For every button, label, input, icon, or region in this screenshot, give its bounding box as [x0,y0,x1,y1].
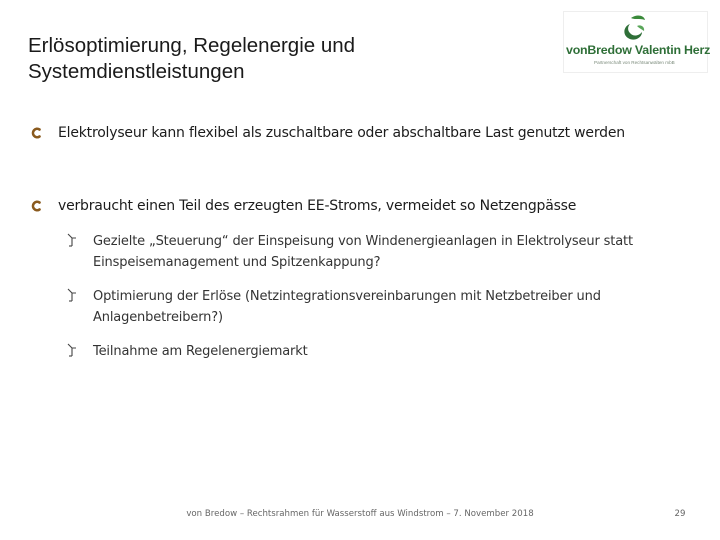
slide-title-line-2: Systemdienstleistungen [28,60,245,83]
slide-title-line-1: Erlösoptimierung, Regelenergie und [28,34,356,57]
sub-bullet-line-1: Gezielte „Steuerung“ der Einspeisung von Windenergieanlagen in Elektrolyseur statt [93,234,633,249]
logo-subtitle: Partnerschaft von Rechtsanwälten mbB [594,60,675,65]
page-number: 29 [674,509,686,519]
slide-title [28,33,448,85]
arrow-marker-icon [64,342,78,358]
arrow-marker-icon [64,287,78,303]
curved-arrow-icon [30,126,44,140]
curved-arrow-icon [30,199,44,213]
company-logo [563,11,711,73]
sub-bullet-line-1: Teilnahme am Regelenergiemarkt [93,344,308,359]
sub-bullet-line-2: Einspeisemanagement und Spitzenkappung? [93,255,381,270]
bullet-text: verbraucht einen Teil des erzeugten EE-Stroms, vermeidet so Netzengpässe [58,198,577,214]
bullet-text: Elektrolyseur kann flexibel als zuschaltbare oder abschaltbare Last genutzt werden [58,125,625,141]
sub-bullet-line-2: Anlagenbetreibern?) [93,310,223,325]
sub-bullet-text [93,231,683,273]
sub-bullet-line-1: Optimierung der Erlöse (Netzintegrationsvereinbarungen mit Netzbetreiber und [93,289,601,304]
sub-bullet-text [93,286,683,328]
logo-name: vonBredow Valentin Herz [566,43,711,57]
sub-bullet-text [93,341,683,362]
footer-text: von Bredow – Rechtsrahmen für Wasserstoff aus Windstrom – 7. November 2018 [186,509,534,519]
arrow-marker-icon [64,232,78,248]
